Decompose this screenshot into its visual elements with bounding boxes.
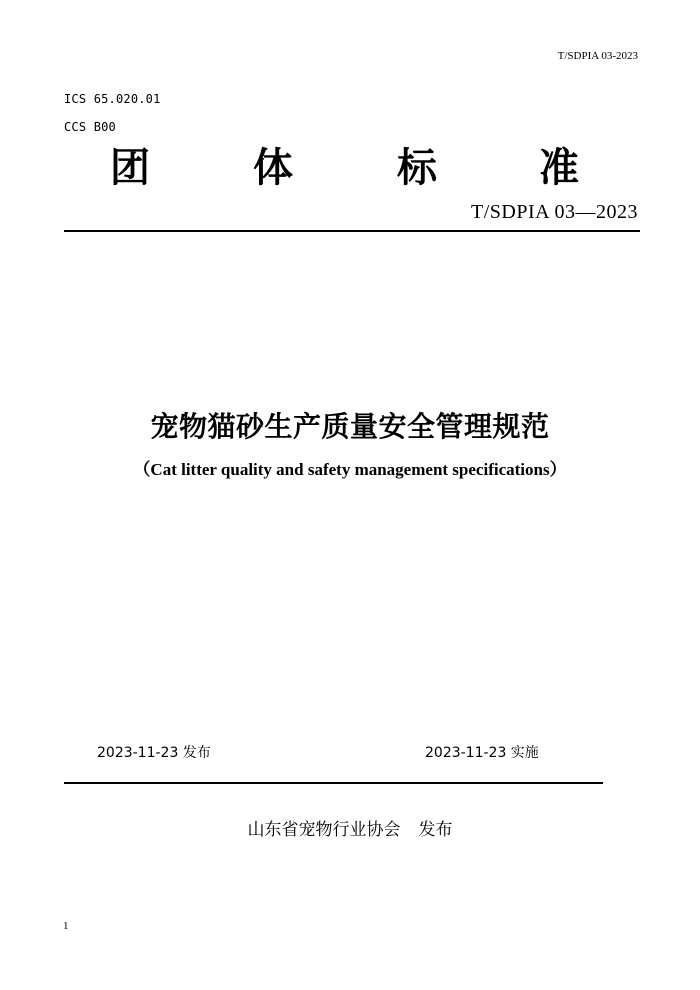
standard-type-char-3: 标 (397, 145, 437, 191)
standard-type-char-2: 体 (253, 145, 293, 191)
page-number: 1 (63, 920, 69, 932)
standard-number: T/SDPIA 03—2023 (471, 201, 638, 223)
footer-rule (64, 782, 603, 784)
standard-type-char-1: 团 (110, 145, 150, 191)
ccs-classification: CCS B00 (64, 120, 116, 134)
document-title-chinese: 宠物猫砂生产质量安全管理规范 (150, 410, 550, 443)
header-document-code: T/SDPIA 03-2023 (557, 50, 638, 62)
implementation-date: 2023-11-23 实施 (425, 745, 539, 761)
publisher-line (0, 815, 700, 840)
ics-classification: ICS 65.020.01 (64, 92, 161, 106)
document-title-english: （Cat litter quality and safety management specifications） (133, 460, 567, 479)
publisher-name: 山东省宠物行业协会 (247, 820, 401, 840)
publisher-action: 发布 (418, 820, 453, 840)
standard-type-char-4: 准 (539, 145, 579, 191)
issue-date: 2023-11-23 发布 (97, 745, 211, 761)
header-rule (64, 230, 640, 232)
